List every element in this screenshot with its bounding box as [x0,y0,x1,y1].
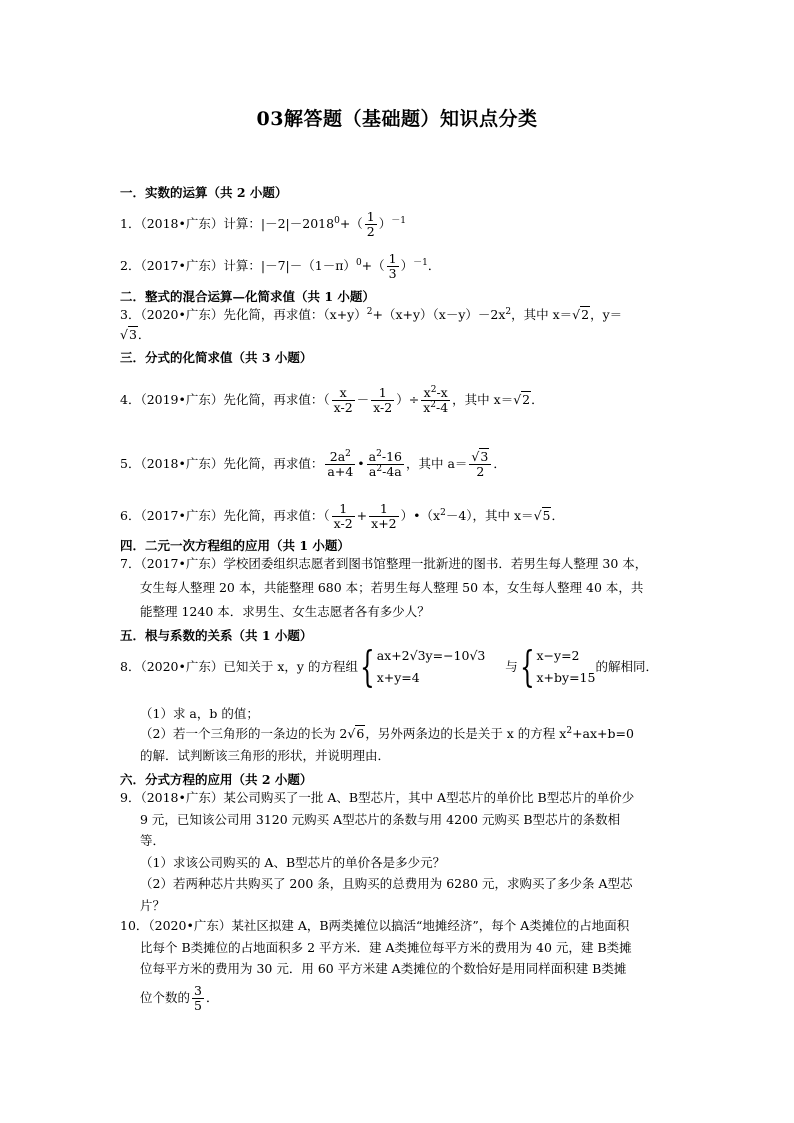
fraction: $\frac{3}{5}$ [194,983,202,1013]
question-9: 9．（2018•广东）某公司购买了一批 A、B型芯片，其中 A型芯片的单价比 B型芯片的单价少 [120,790,635,805]
question-4: 4．（2019•广东）先化简，再求值：（ $\frac{x}{x-2}$ － $\frac{1}{x-2}$ ）÷ $\frac{x^2-x}{x^2-4}$ ，其中 x＝√2． [120,384,544,415]
section-heading: 四．二元一次方程组的应用（共 1 小题） [120,538,350,553]
fraction: $\frac{1}{2}$ [366,209,375,239]
question-1: 1．（2018•广东）计算：$|-2|-2018^0+$（ $\frac{1}{2}$ ）$^{-1}$ [120,209,406,239]
question-5: 5．（2018•广东）先化简，再求值： $\frac{2a^2}{a+4}$ • $\frac{a^2-16}{a^2-4a}$ ，其中 a＝ $\frac{√3}{2}$ ． [120,448,506,479]
equation-system: ax+2√3y=−10√3 x+y=4 [376,648,486,685]
question-3: 3．（2020•广东）先化简，再求值：$(x+y)^2+(x+y)(x-y)-2x^2$，其中 x＝√2，y＝ [120,306,623,322]
section-heading: 三．分式的化简求值（共 3 小题） [120,350,313,365]
document-page: 03解答题（基础题）知识点分类 一．实数的运算（共 2 小题） 1．（2018•广东）计算：$|-2|-2018^0+$（ $\frac{1}{2}$ ）$^{-1}$ 2．（2017•广东）计算：$|-7|-(1-\pi)^0+$（ $\frac{1}{3}$ ）$^{-1}$． 二．整式的混合运算—化简求值（共 1 小题） 3．（2020•广东）先化简，再求值：$(x+y)^2+(x+y)(x-y)-2x^2$，其中 x＝√2，y＝ √3． 三．分式的化简求值（共 3 小题） 4．（2019•广东）先化简，再求值：（ $\frac{x}{x-2}$ － $\frac{1}{x-2}$ ）÷ $\frac{x^2-x}{x^2-4}$ ，其中 x＝√2． 5．（2018•广东）先化简，再求值： $\frac{2a^2}{a+4}$ • $\frac{a^2-16}{a^2-4a}$ ，其中 a＝ $\frac{√3}{2}$ ． 6．（2017•广东）先化简，再求值：（ $\frac{1}{x-2}$ + $\frac{1}{x+2}$ ）$•(x^2-4)$，其中 x＝√5． 四．二元一次方程组的应用（共 1 小题） 7．（2017•广东）学校团委组织志愿者到图书馆整理一批新进的图书．若男生每人整理 30 本， 女生每人整理 20 本，共能整理 680 本；若男生每人整理 50 本，女生每人整理 40 本，共 能整理 1240 本．求男生、女生志愿者各有多少人？ 五．根与系数的关系（共 1 小题） 8．（2020•广东）已知关于 x，y 的方程组{ ax+2√3y=−10√3 x+y=4 与{ x−y=2 x+by=15 的解相同． （1）求 a，b 的值； （2）若一个三角形的一条边的长为 2√6，另外两条边的长是关于 x 的方程 $x^2+ax+b=0$ 的解．试判断该三角形的形状，并说明理由． 六．分式方程的应用（共 2 小题） 9．（2018•广东）某公司购买了一批 A、B型芯片，其中 A型芯片的单价比 B型芯片的单价少 9 元，已知该公司用 3120 元购买 A型芯片的条数与用 4200 元购买 B型芯片的条数相 等． （1）求该公司购买的 A、B型芯片的单价各是多少元？ （2）若两种芯片共购买了 200 条，且购买的总费用为 6280 元，求购买了多少条 A型芯 片？ 10．（2020•广东）某社区拟建 A，B两类摊位以搞活“地摊经济”，每个 A类摊位的占地面积 比每个 B类摊位的占地面积多 2 平方米．建 A类摊位每平方米的费用为 40 元，建 B类摊 位每平方米的费用为 30 元．用 60 平方米建 A类摊位的个数恰好是用同样面积建 B类摊 位个数的 $\frac{3}{5}$ ． [0,0,794,1123]
question-6: 6．（2017•广东）先化简，再求值：（ $\frac{1}{x-2}$ + $\frac{1}{x+2}$ ）$•(x^2-4)$，其中 x＝√5． [120,501,564,531]
section-heading: 一．实数的运算（共 2 小题） [120,185,288,200]
section-heading: 二．整式的混合运算—化简求值（共 1 小题） [120,289,375,304]
question-8: 8．（2020•广东）已知关于 x，y 的方程组{ ax+2√3y=−10√3 x+y=4 与{ x−y=2 x+by=15 的解相同． [120,642,658,691]
section-heading: 六．分式方程的应用（共 2 小题） [120,772,313,787]
question-7: 7．（2017•广东）学校团委组织志愿者到图书馆整理一批新进的图书．若男生每人整理 30 本， [120,556,648,571]
question-10: 10．（2020•广东）某社区拟建 A，B两类摊位以搞活“地摊经济”，每个 A类摊位的占地面积 [120,918,630,933]
section-heading: 五．根与系数的关系（共 1 小题） [120,628,313,643]
fraction: $\frac{1}{3}$ [388,251,397,281]
equation-system: x−y=2 x+by=15 [536,648,596,685]
page-title: 03解答题（基础题）知识点分类 [256,108,538,130]
question-2: 2．（2017•广东）计算：$|-7|-(1-\pi)^0+$（ $\frac{1}{3}$ ）$^{-1}$． [120,251,441,281]
